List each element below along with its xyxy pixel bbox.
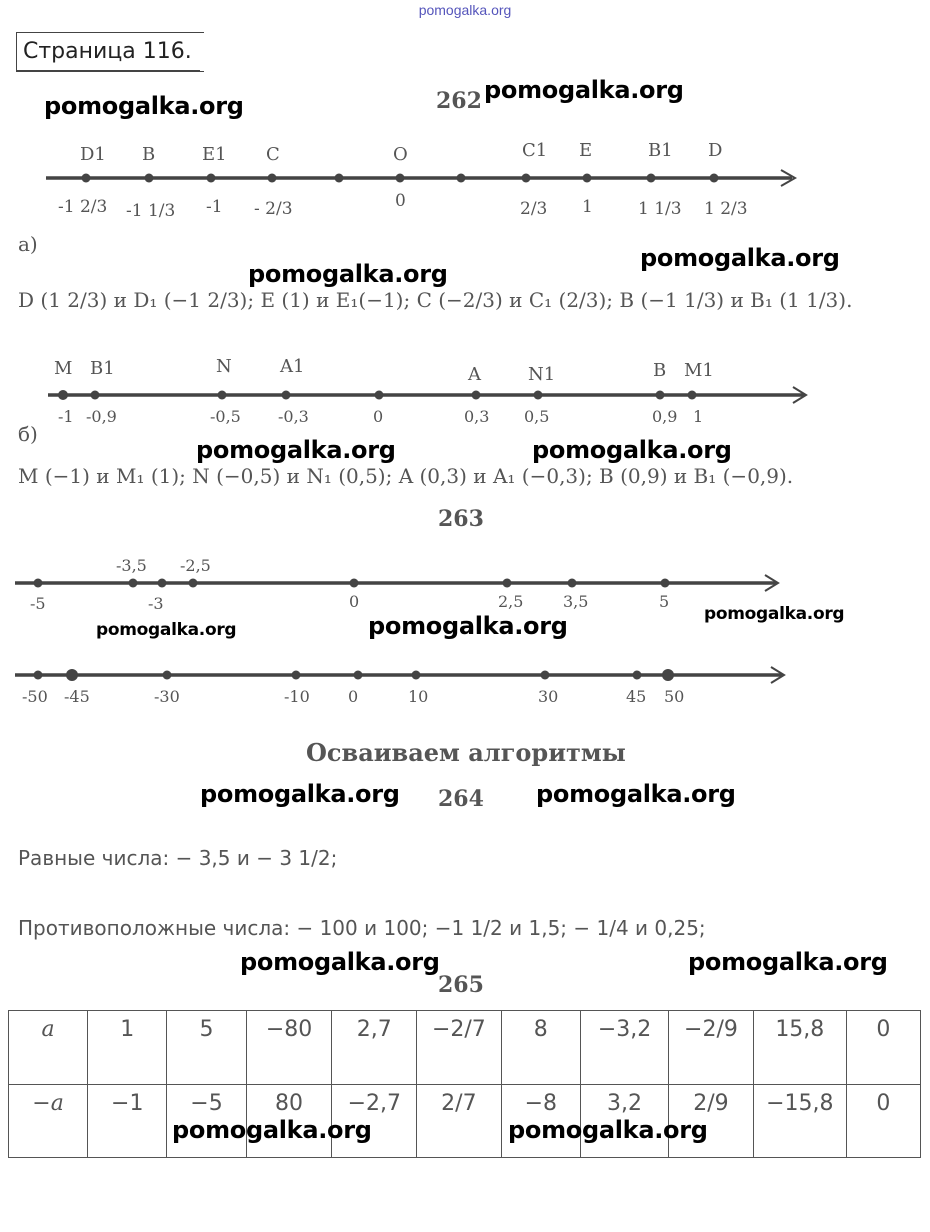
point-O: [396, 174, 405, 183]
point-label: D: [708, 140, 723, 161]
table-cell: a: [9, 1011, 88, 1085]
number-line-263-2: [0, 655, 930, 715]
value-label: -50: [22, 687, 48, 706]
value-label: 2,5: [498, 592, 524, 611]
value-label: 0: [373, 407, 384, 426]
point-tick: [457, 174, 466, 183]
table-cell: 0: [846, 1084, 920, 1158]
value-label: 0,9: [652, 407, 678, 426]
top-watermark: pomogalka.org: [418, 2, 512, 18]
table-cell: −2/9: [669, 1011, 754, 1085]
point-label: C: [266, 144, 280, 165]
values-table: [8, 1010, 921, 1158]
table-cell: 15,8: [753, 1011, 846, 1085]
table-cell: −8: [501, 1084, 580, 1158]
watermark: pomogalka.org: [44, 92, 244, 120]
number-line-262b: [0, 350, 930, 430]
value-label: 0: [395, 191, 406, 211]
exercise-number-264: 264: [438, 786, 484, 812]
watermark: pomogalka.org: [200, 780, 400, 808]
value-label: -0,3: [278, 407, 309, 426]
value-label: -10: [284, 687, 310, 706]
equal-numbers-row: [18, 846, 337, 870]
value-label: 1 2/3: [704, 199, 748, 219]
value-label: 0,5: [524, 407, 550, 426]
point-C: [268, 174, 277, 183]
point-B: [145, 174, 154, 183]
point-label: B1: [90, 358, 115, 379]
watermark: pomogalka.org: [240, 948, 440, 976]
value-label: -30: [154, 687, 180, 706]
value-label: -0,5: [210, 407, 241, 426]
value-label: 0: [349, 592, 360, 611]
point-label: M: [54, 358, 73, 379]
table-cell: −80: [246, 1011, 332, 1085]
table-cell: −a: [9, 1084, 88, 1158]
table-cell: 2,7: [332, 1011, 417, 1085]
watermark: pomogalka.org: [532, 436, 732, 464]
value-label: -45: [64, 687, 90, 706]
value-label: -3,5: [116, 556, 147, 575]
table-cell: 80: [246, 1084, 332, 1158]
watermark: pomogalka.org: [172, 1116, 372, 1144]
opposite-numbers-label: Противоположные числа:: [18, 916, 291, 940]
point-D1: [82, 174, 91, 183]
value-label: -3: [148, 594, 164, 613]
value-label: -1 1/3: [126, 201, 176, 221]
value-label: 1 1/3: [638, 199, 682, 219]
point-label: E1: [202, 144, 227, 165]
table-cell: −15,8: [753, 1084, 846, 1158]
watermark: pomogalka.org: [640, 244, 840, 272]
watermark: pomogalka.org: [96, 620, 237, 640]
value-label: -0,9: [86, 407, 117, 426]
value-label: -5: [30, 594, 46, 613]
exercise-number-263: 263: [438, 506, 484, 532]
point-E: [583, 174, 592, 183]
point-tick: [335, 174, 344, 183]
table-cell: −2/7: [417, 1011, 502, 1085]
page-label-underline: [16, 70, 200, 72]
table-row: [9, 1084, 921, 1158]
point-label: E: [579, 140, 593, 161]
equal-numbers-text: − 3,5 и − 3 1/2;: [175, 846, 338, 870]
part-marker-b: б): [18, 422, 38, 446]
value-label: 5: [659, 592, 670, 611]
watermark: pomogalka.org: [368, 612, 568, 640]
table-cell: −5: [167, 1084, 246, 1158]
table-cell: −2,7: [332, 1084, 417, 1158]
table-cell: 2/9: [669, 1084, 754, 1158]
point-B1: [647, 174, 656, 183]
value-label: 10: [408, 687, 429, 706]
page-label: Страница 116.: [16, 32, 204, 72]
point-D: [710, 174, 719, 183]
value-label: 2/3: [520, 199, 548, 219]
point-label: N: [216, 356, 232, 377]
exercise-number-262: 262: [436, 88, 482, 114]
answer-262b: M (−1) и M₁ (1); N (−0,5) и N₁ (0,5); A (0,3) и A₁ (−0,3); B (0,9) и B₁ (−0,9).: [18, 464, 794, 488]
table-cell: 2/7: [417, 1084, 502, 1158]
value-label: - 2/3: [254, 199, 293, 219]
value-label: 1: [582, 197, 593, 217]
table-cell: 1: [88, 1011, 167, 1085]
opposite-numbers-text: − 100 и 100; −1 1/2 и 1,5; − 1/4 и 0,25;: [296, 916, 706, 940]
watermark: pomogalka.org: [508, 1116, 708, 1144]
value-label: 0: [348, 687, 359, 706]
opposite-numbers-row: [18, 916, 706, 940]
table-cell: −1: [88, 1084, 167, 1158]
value-label: 1: [693, 407, 704, 426]
point-C1: [522, 174, 531, 183]
watermark: pomogalka.org: [248, 260, 448, 288]
section-title: Осваиваем алгоритмы: [306, 738, 626, 767]
answer-262a: D (1 2/3) и D₁ (−1 2/3); E (1) и E₁(−1); C (−2/3) и C₁ (2/3); B (−1 1/3) и B₁ (1 1/3).: [18, 288, 853, 312]
value-label: -1: [58, 407, 74, 426]
point-label: O: [393, 144, 408, 165]
point-label: M1: [684, 360, 714, 381]
table-row: [9, 1011, 921, 1085]
point-E1: [207, 174, 216, 183]
point-label: B: [653, 360, 667, 381]
value-label: 45: [626, 687, 647, 706]
table-cell: 8: [501, 1011, 580, 1085]
value-label: 50: [664, 687, 685, 706]
table-cell: 5: [167, 1011, 246, 1085]
table-cell: −3,2: [580, 1011, 668, 1085]
point-label: A1: [280, 356, 305, 377]
point-label: D1: [80, 144, 106, 165]
value-label: 3,5: [563, 592, 589, 611]
watermark: pomogalka.org: [688, 948, 888, 976]
value-label: -2,5: [180, 556, 211, 575]
watermark: pomogalka.org: [196, 436, 396, 464]
watermark: pomogalka.org: [484, 76, 684, 104]
part-marker-a: а): [18, 232, 38, 256]
values-below: [58, 191, 748, 221]
value-label: 30: [538, 687, 559, 706]
watermark: pomogalka.org: [536, 780, 736, 808]
point-label: B1: [648, 140, 673, 161]
watermark: pomogalka.org: [704, 604, 845, 624]
number-line-262a: [0, 130, 930, 242]
exercise-number-265: 265: [438, 972, 484, 998]
table-cell: 3,2: [580, 1084, 668, 1158]
table-cell: 0: [846, 1011, 920, 1085]
point-label: A: [468, 364, 481, 385]
value-label: 0,3: [464, 407, 490, 426]
point-label: N1: [528, 364, 556, 385]
point-label: C1: [522, 140, 548, 161]
point-label: B: [142, 144, 156, 165]
equal-numbers-label: Равные числа:: [18, 846, 170, 870]
value-label: -1: [206, 197, 223, 217]
value-label: -1 2/3: [58, 197, 108, 217]
